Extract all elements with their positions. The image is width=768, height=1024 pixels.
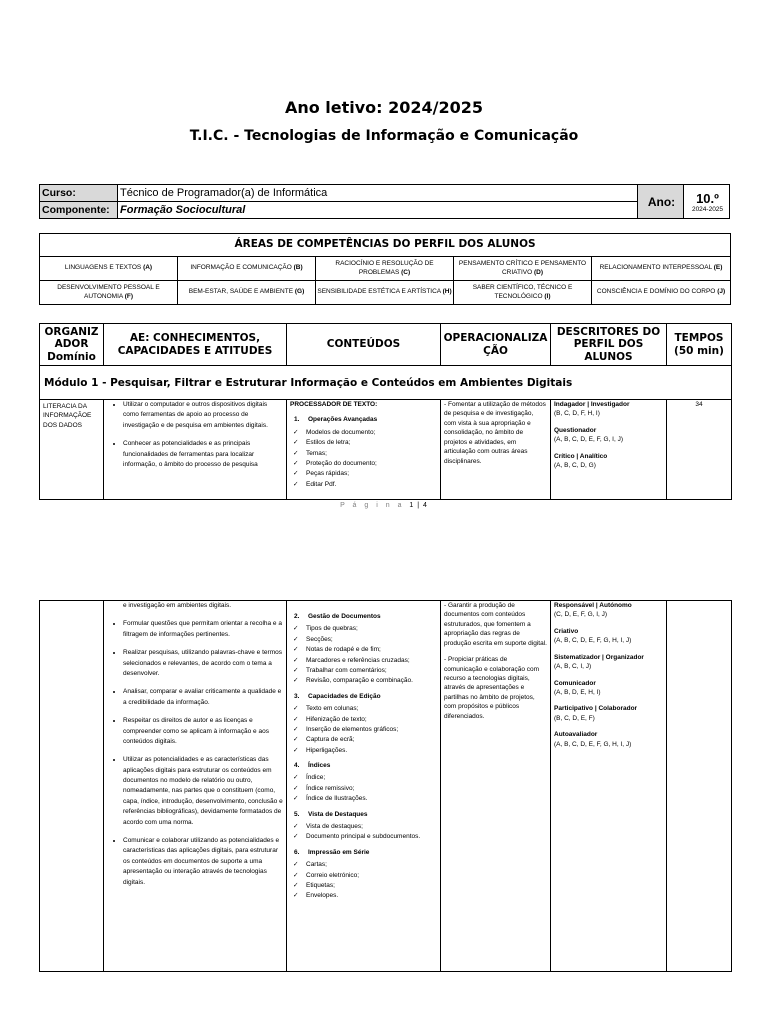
list-item: ✓ Texto em colunas; — [290, 704, 437, 714]
areas-row-2 — [40, 281, 731, 305]
dominio-cell: LITERACIA DA INFORMAÇÃOE DOS DADOS — [40, 400, 104, 500]
oper-paragraph: - Garantir a produção de documentos com conteúdos estruturados, que fomentem a apropriação das regras de produção escrita em suporte digital. — [444, 602, 547, 647]
list-item: ✓ Etiquetas; — [290, 881, 437, 891]
list-item: • Realizar pesquisas, utilizando palavras-chave e termos selecionados e relevantes, de acordo com o tema a desenvolver. — [123, 648, 283, 679]
conteudos-cell — [287, 400, 441, 500]
area-cell: RELACIONAMENTO INTERPESSOAL (E) — [592, 257, 731, 281]
header-conteudos: CONTEÚDOS — [287, 324, 441, 366]
section-heading: 1. Operações Avançadas — [294, 416, 378, 424]
area-cell: INFORMAÇÃO E COMUNICAÇÃO (B) — [178, 257, 316, 281]
list-item: • Conhecer as potencialidades e as principais funcionalidades de ferramentas para localizar informação, o âmbito do processo de pesquisa — [123, 439, 283, 470]
list-item: ✓ Proteção do documento; — [290, 459, 437, 469]
componente-value: Formação Sociocultural — [118, 202, 638, 219]
competence-areas-table — [39, 233, 731, 305]
list-item: ✓ Estilos de letra; — [290, 438, 437, 448]
page-footer: P á g i n a 1 | 4 — [340, 502, 428, 509]
curso-value: Técnico de Programador(a) de Informática — [118, 185, 638, 202]
area-cell: SENSIBILIDADE ESTÉTICA E ARTÍSTICA (H) — [316, 281, 454, 305]
list-item: ✓ Captura de ecrã; — [290, 735, 437, 745]
document-title: Ano letivo: 2024/2025 — [284, 98, 484, 117]
componente-label: Componente: — [40, 202, 118, 219]
area-cell: PENSAMENTO CRÍTICO E PENSAMENTO CRIATIVO (D) — [454, 257, 592, 281]
conteudos-cell — [287, 601, 441, 972]
list-item: • Formular questões que permitam orientar a recolha e a filtragem de informações pertinentes. — [123, 619, 283, 640]
list-item: • Utilizar as potencialidades e as características das aplicações digitais para estruturar os conteúdos em documentos no modelo de relatório ou outro, nomeadamente, nas partes que o constituem (como, capa, índice, introdução, desenvolvimento, conclusão e referências bibliográficas), devidamente formatados de acordo com uma norma. — [123, 755, 283, 828]
areas-heading: ÁREAS DE COMPETÊNCIAS DO PERFIL DOS ALUNOS — [40, 234, 731, 257]
list-item: ✓ Revisão, comparação e combinação. — [290, 676, 437, 686]
list-item: ✓ Peças rápidas; — [290, 469, 437, 479]
operacionalizacao-cell — [441, 601, 551, 972]
section-heading: 4. Índices — [294, 762, 331, 770]
section-heading: 5. Vista de Destaques — [294, 810, 368, 818]
area-cell: DESENVOLVIMENTO PESSOAL E AUTONOMIA (F) — [40, 281, 178, 305]
list-item: ✓ Tipos de quebras; — [290, 624, 437, 634]
area-cell: BEM-ESTAR, SAÚDE E AMBIENTE (G) — [178, 281, 316, 305]
conteudos-title: PROCESSADOR DE TEXTO: — [290, 401, 378, 408]
curriculum-table-continued — [39, 600, 732, 972]
ano-cell — [684, 185, 730, 219]
header-ae: AE: CONHECIMENTOS, CAPACIDADES E ATITUDES — [104, 324, 287, 366]
list-item: ✓ Índice remissivo; — [290, 784, 437, 794]
descritores-cell: Responsável | Autónomo (C, D, E, F, G, I, J) Criativo (A, B, C, D, E, F, G, H, I, J) Sistematizador | Organizador (A, B, C, I, J) Comunicador (A, B, D, E, H, I) Participativo | Colaborador (B, C, D, E, F) Autoavaliador (A, B, C, D, E, F, G, H, I, J) — [551, 601, 667, 972]
module-title: Módulo 1 - Pesquisar, Filtrar e Estruturar Informação e Conteúdos em Ambientes Digitais — [40, 366, 732, 400]
ano-label: Ano: — [638, 185, 684, 219]
area-cell: CONSCIÊNCIA E DOMÍNIO DO CORPO (J) — [592, 281, 731, 305]
list-item: ✓ Correio eletrónico; — [290, 871, 437, 881]
table-header-row — [40, 324, 732, 366]
list-item: ✓ Secções; — [290, 635, 437, 645]
section-heading: 3. Capacidades de Edição — [294, 692, 381, 700]
ae-continuation: e investigação em ambientes digitais. — [123, 602, 232, 609]
table-row — [40, 601, 732, 972]
list-item: ✓ Inserção de elementos gráficos; — [290, 725, 437, 735]
header-dominio: ORGANIZ ADOR Domínio — [40, 324, 104, 366]
curso-label: Curso: — [40, 185, 118, 202]
list-item: ✓ Hifenização de texto; — [290, 715, 437, 725]
list-item: ✓ Temas; — [290, 449, 437, 459]
ae-cell — [104, 601, 287, 972]
area-cell: SABER CIENTÍFICO, TÉCNICO E TECNOLÓGICO (I) — [454, 281, 592, 305]
list-item: ✓ Índice de Ilustrações. — [290, 794, 437, 804]
list-item: • Comunicar e colaborar utilizando as potencialidades e características das aplicações digitais, para estruturar os conteúdos em documentos de suporte a uma apresentação ou interação através de tecnologias digitais. — [123, 836, 283, 888]
curriculum-table — [39, 323, 732, 500]
ano-years: 2024-2025 — [691, 205, 724, 213]
ano-value: 10.º — [696, 190, 719, 206]
list-item: ✓ Modelos de documento; — [290, 428, 437, 438]
list-item: ✓ Editar Pdf. — [290, 480, 437, 490]
section-heading: 6. Impressão em Série — [294, 848, 370, 856]
header-operacionalizacao: OPERACIONALIZA ÇÃO — [441, 324, 551, 366]
list-item: ✓ Vista de destaques; — [290, 822, 437, 832]
list-item: ✓ Cartas; — [290, 860, 437, 870]
dominio-cell — [40, 601, 104, 972]
list-item: • Respeitar os direitos de autor e as licenças e compreender como se aplicam à informação e aos conteúdos digitais. — [123, 716, 283, 747]
list-item: ✓ Trabalhar com comentários; — [290, 666, 437, 676]
list-item: ✓ Índice; — [290, 773, 437, 783]
oper-paragraph: - Propiciar práticas de comunicação e colaboração com recurso a tecnologias digitais, através de apresentações e partilhas no âmbito de projetos, com propósitos e públicos diferenciados. — [444, 656, 540, 720]
ae-cell — [104, 400, 287, 500]
areas-row-1 — [40, 257, 731, 281]
document-subtitle: T.I.C. - Tecnologias de Informação e Comunicação — [189, 128, 579, 144]
list-item: ✓ Documento principal e subdocumentos. — [290, 832, 437, 842]
area-cell: LINGUAGENS E TEXTOS (A) — [40, 257, 178, 281]
area-cell: RACIOCÍNIO E RESOLUÇÃO DE PROBLEMAS (C) — [316, 257, 454, 281]
section-heading: 2. Gestão de Documentos — [294, 613, 381, 620]
list-item: ✓ Envelopes. — [290, 891, 437, 901]
tempos-cell — [667, 601, 732, 972]
header-descritores: DESCRITORES DO PERFIL DOS ALUNOS — [551, 324, 667, 366]
table-row — [40, 400, 732, 500]
operacionalizacao-cell: - Fomentar a utilização de métodos de pesquisa e de investigação, com vista à sua apropriação e consolidação, no âmbito de projetos e atividades, em articulação com outras áreas disciplinares. — [441, 400, 551, 500]
list-item: • Utilizar o computador e outros dispositivos digitais como ferramentas de apoio ao processo de investigação e de pesquisa em ambientes digitais. — [123, 400, 283, 431]
tempos-cell: 34 — [667, 400, 732, 500]
list-item: • Analisar, comparar e avaliar criticamente a qualidade e a credibilidade da informação. — [123, 687, 283, 708]
course-info-table — [39, 184, 730, 219]
list-item: ✓ Hiperligações. — [290, 746, 437, 756]
header-tempos: TEMPOS (50 min) — [667, 324, 732, 366]
list-item: ✓ Notas de rodapé e de fim; — [290, 645, 437, 655]
list-item: ✓ Marcadores e referências cruzadas; — [290, 656, 437, 666]
descritores-cell: Indagador | Investigador (B, C, D, F, H, I) Questionador (A, B, C, D, E, F, G, I, J) Crítico | Analítico (A, B, C, D, G) — [551, 400, 667, 500]
